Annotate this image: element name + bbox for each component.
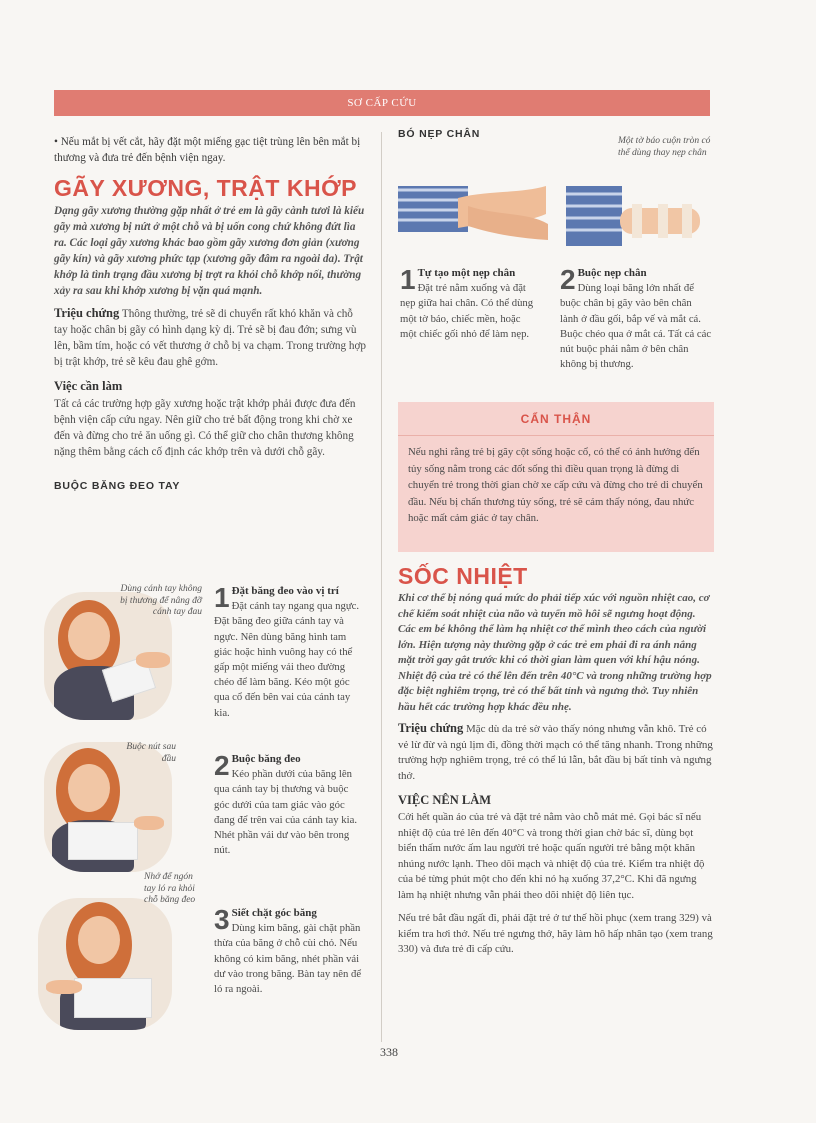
sling-step-3 <box>214 906 364 997</box>
fracture-heading: GÃY XƯƠNG, TRẬT KHỚP <box>54 175 358 201</box>
heat-symptoms-label: Triệu chứng <box>398 721 464 735</box>
heat-todo-text-2: Nếu trẻ bắt đầu ngất đi, phải đặt trẻ ở tư thế hồi phục (xem trang 329) và kiểm tra hơi thở. Nếu trẻ ngưng thở, hãy làm hô hấp nhân tạo (xem trang 330) và đưa trẻ đi cấp cứu. <box>398 912 713 955</box>
sling-caption-1: Dùng cánh tay không bị thương để nâng đỡ cánh tay đau <box>120 584 202 617</box>
todo-heading: Việc cần làm <box>54 379 123 393</box>
splint-caption: Một tờ báo cuộn tròn có thể dùng thay nẹp chân <box>618 136 711 158</box>
heat-todo-text-1: Cởi hết quần áo của trẻ và đặt trẻ nằm vào chỗ mát mẻ. Gọi bác sĩ nếu nhiệt độ của trẻ lên đến 40°C và trong thời gian chờ bác sĩ, dùng bọt biển thấm nước ấm lau người trẻ hoặc quấn người trẻ bằng một khăn nhúng nước lạnh. Theo dõi mạch và nhiệt độ của trẻ. Kiểm tra nhiệt độ của bé từng phút một cho đến khi nó hạ xuống 37,2°C. Khi đã ngưng làm hạ nhiệt nhưng vẫn phải theo dõi nhiệt độ liên tục. <box>398 811 705 901</box>
step-title: Đặt băng đeo vào vị trí <box>231 585 339 597</box>
fracture-intro: Dạng gãy xương thường gặp nhất ở trẻ em là gãy cành tươi là kiểu gãy mà xương bị nứt ở một chỗ và bị uốn cong chứ không đứt lìa ra. Các loại gãy xương khác bao gồm gãy xương đơn giản (xương gãy kín) và gãy xương phức tạp (xương gãy đâm ra ngoài da). Trật khớp là tình trạng đầu xương bị trợt ra khỏi chỗ khớp nối, thường xảy ra sau khi khớp xương bị vặn quá mạnh. <box>54 205 365 297</box>
page-number: 338 <box>380 1045 398 1059</box>
sling-step-1 <box>214 584 364 721</box>
caution-text: Nếu nghi rằng trẻ bị gãy cột sống hoặc cổ, có thể có ảnh hưởng đến tủy sống nằm trong các đốt sống thì điều quan trọng là đừng di chuyển trẻ trong thời gian chờ xe cấp cứu và đừng cho trẻ di chuyển đầu. Nếu bị chấn thương tủy sống, trẻ sẽ cảm thấy nóng, đau nhức hoặc mất cảm giác ở tay chân. <box>408 446 703 524</box>
eye-injury-note: • Nếu mắt bị vết cắt, hãy đặt một miếng gạc tiệt trùng lên bên mắt bị thương và đưa trẻ đến bệnh viện ngay. <box>54 136 361 164</box>
symptoms-text: Thông thường, trẻ sẽ di chuyển rất khó khăn và chỗ tay hoặc chân bị gãy có hình dạng kỳ dị. Trẻ sẽ bị đau đớn; sưng vù lên, bầm tím, hoặc có vết thương ở chỗ bị va chạm. Trong trường hợp bị trật khớp, trẻ sẽ kêu đau ghê gớm. <box>54 308 367 368</box>
step-number: 2 <box>214 750 230 781</box>
fracture-symptoms <box>54 305 366 370</box>
sling-photo-3 <box>38 898 172 1030</box>
splint-heading: BÓ NẸP CHÂN <box>398 128 481 140</box>
column-divider <box>381 132 382 1042</box>
caution-title: CẨN THẬN <box>398 402 714 436</box>
heat-intro: Khi cơ thể bị nóng quá mức do phải tiếp xúc với nguồn nhiệt cao, cơ chế kiểm soát nhiệt của não và tuyến mồ hôi sẽ ngưng hoạt động. Các em bé không thể làm hạ nhiệt cơ thể mình theo cách của người lớn. Hiện tượng này thường gặp ở các trẻ em phải đi ra ánh nắng mặt trời gay gắt trước khi có thời gian làm quen với khí hậu nóng. Nhiệt độ của trẻ có thể lên đến trên 40°C và trong những trường hợp đặc biệt nghiêm trọng, trẻ có thể bất tỉnh và ngưng thở. Tuy nhiên hầu hết các trường hợp khác đều nhẹ. <box>398 592 712 713</box>
splint-step-1 <box>400 266 538 342</box>
step-number: 1 <box>400 264 416 295</box>
splint-step-2 <box>560 266 712 372</box>
step-title: Siết chặt góc băng <box>231 907 317 919</box>
step-number: 1 <box>214 582 230 613</box>
step-text: Dùng kim băng, gài chặt phần thừa của băng ở chỗ cùi chỏ. Nếu không có kim băng, nhét phần vải dư vào trong băng. Bàn tay nên để ló ra ngoài. <box>214 922 362 996</box>
section-title: SƠ CẤP CỨU <box>347 97 417 109</box>
heat-heading: SỐC NHIỆT <box>398 563 528 589</box>
left-column <box>54 134 366 504</box>
step-number: 3 <box>214 904 230 935</box>
step-title: Buộc nẹp chân <box>577 267 647 279</box>
heat-section <box>398 563 714 966</box>
symptoms-label: Triệu chứng <box>54 306 120 320</box>
heat-todo-heading: VIỆC NÊN LÀM <box>398 793 492 807</box>
section-header-bar <box>54 90 710 116</box>
step-title: Tự tạo một nẹp chân <box>417 267 516 279</box>
step-number: 2 <box>560 264 576 295</box>
sling-caption-2: Buộc nút sau đầu <box>126 742 176 764</box>
step-text: Dùng loại băng lớn nhất để buộc chân bị gãy vào bên chân lành ở đầu gối, bắp vế và mắt cá. Buộc chéo qua ở mắt cá. Tất cả các nút buộc phải nằm ở bên chân không bị thương. <box>560 282 712 371</box>
caution-box <box>398 402 714 552</box>
step-text: Đặt trẻ nằm xuống và đặt nẹp giữa hai chân. Có thể dùng một tờ báo, chiếc mền, hoặc một chiếc gối nhỏ để làm nẹp. <box>400 282 534 340</box>
sling-caption-3: Nhớ để ngón tay ló ra khỏi chỗ băng đeo <box>144 872 196 905</box>
splint-photo-1 <box>398 176 548 252</box>
todo-text: Tất cả các trường hợp gãy xương hoặc trật khớp phải được đưa đến bệnh viện cấp cứu ngay. Nên giữ cho trẻ bất động trong khi chờ xe đến và đừng cho trẻ ăn uống gì. Có thể giữ cho chân thương không nặng thêm bằng cách cố định các khớp trên và dưới chỗ gãy. <box>54 398 356 458</box>
splint-photo-2 <box>566 178 706 252</box>
sling-heading: BUỘC BĂNG ĐEO TAY <box>54 480 181 492</box>
sling-step-2 <box>214 752 364 858</box>
step-text: Kéo phần dưới của băng lên qua cánh tay bị thương và buộc góc dưới của tam giác vào góc đang để trên vai của cánh tay kia. Nhét phần vải dư vào bên trong nút. <box>214 768 358 857</box>
heat-symptoms-text: Mặc dù da trẻ sờ vào thấy nóng nhưng vẫn khô. Trẻ có vẻ lừ đừ và ngủ lịm đi, đồng thời mạch có thể tăng nhanh. Trong những trường hợp nghiêm trọng, trẻ có thể lú lẫn, bắt đầu bị bất tỉnh và ngưng thở. <box>398 723 713 782</box>
step-title: Buộc băng đeo <box>231 753 301 765</box>
step-text: Đặt cánh tay ngang qua ngực. Đặt băng đeo giữa cánh tay và ngực. Nên dùng băng hình tam giác hoặc hình vuông hay có thể gấp một miếng vải theo đường chéo để làm băng. Kéo một góc qua cổ đến bên vai của cánh tay kia. <box>214 600 360 719</box>
heat-symptoms <box>398 721 714 784</box>
